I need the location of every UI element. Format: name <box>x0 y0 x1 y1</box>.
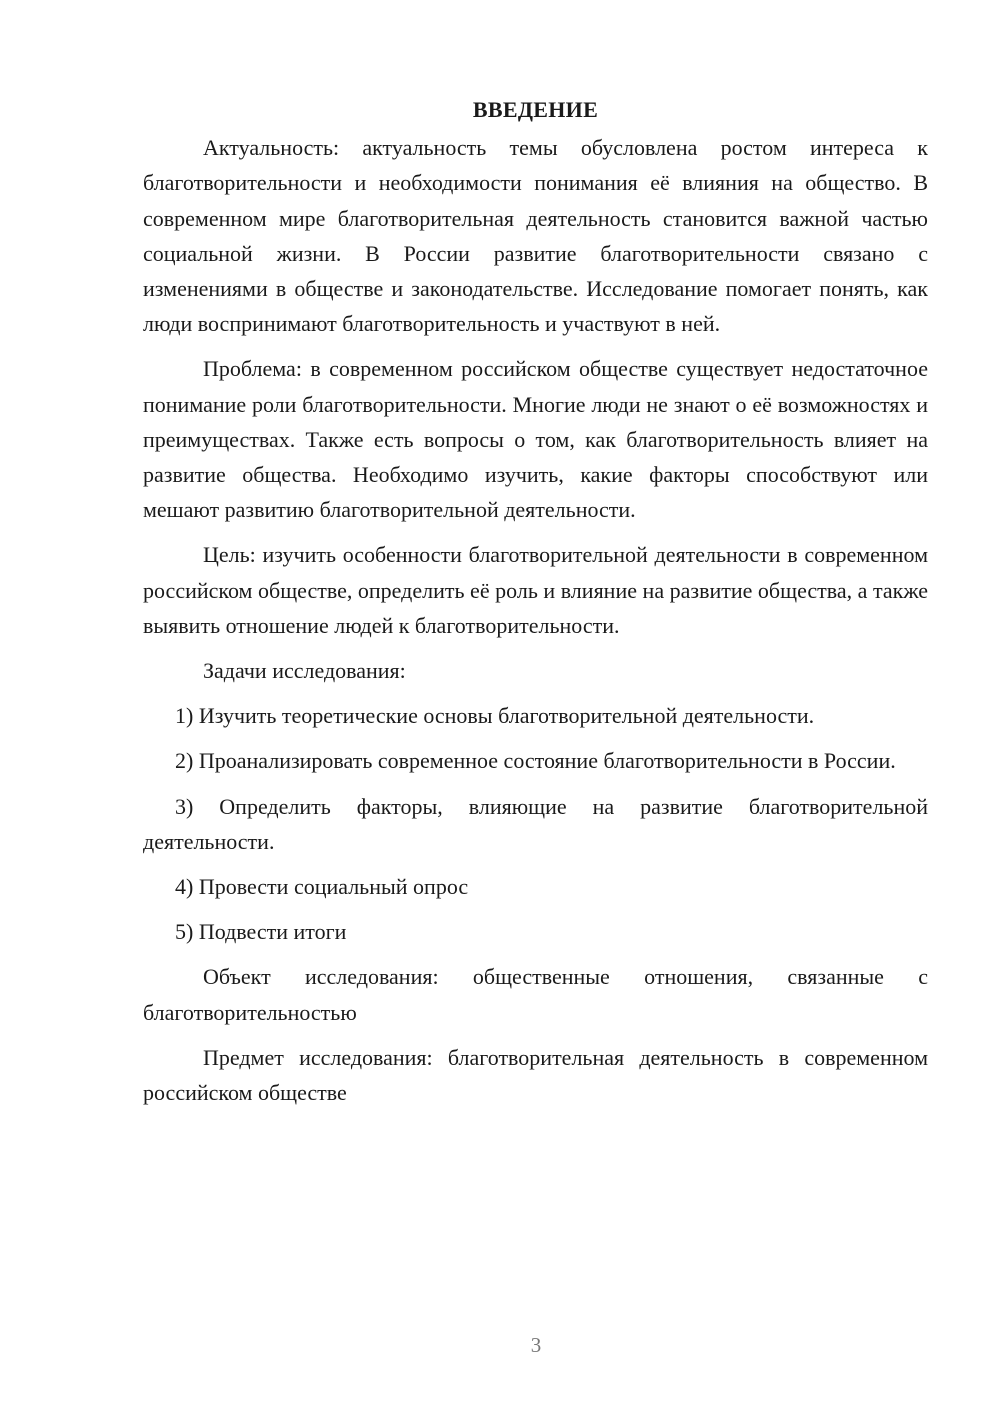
task-item: 2) Проанализировать современное состояние благотворительности в России. <box>175 748 896 774</box>
page-number: 3 <box>530 1333 542 1357</box>
problem-paragraph: Проблема: в современном российском обществе существует недостаточное понимание роли благотворительности. Многие люди не знают о её возможностях и преимуществах. Также есть вопросы о том, как благотворительность влияет на развитие общества. Необходимо изучить, какие факторы способствуют или мешают развитию благотворительной деятельности. <box>143 356 928 523</box>
relevance-paragraph: Актуальность: актуальность темы обусловлена ростом интереса к благотворительности и необходимости понимания её влияния на общество. В современном мире благотворительная деятельность становится важной частью социальной жизни. В России развитие благотворительности связано с изменениями в обществе и законодательстве. Исследование помогает понять, как люди воспринимают благотворительность и участвуют в ней. <box>143 135 928 337</box>
research-subject-paragraph: Предмет исследования: благотворительная деятельность в современном российском обществе <box>143 1044 928 1106</box>
research-object-paragraph: Объект исследования: общественные отношения, связанные с благотворительностью <box>143 964 928 1025</box>
document-page <box>143 92 928 1120</box>
section-title: ВВЕДЕНИЕ <box>472 97 599 122</box>
task-item: 4) Провести социальный опрос <box>175 874 469 900</box>
task-item: 3) Определить факторы, влияющие на развитие благотворительной деятельности. <box>143 793 928 854</box>
task-item: 1) Изучить теоретические основы благотворительной деятельности. <box>175 703 815 729</box>
task-item: 5) Подвести итоги <box>175 919 347 945</box>
goal-paragraph: Цель: изучить особенности благотворительной деятельности в современном российском обществе, определить её роль и влияние на развитие общества, а также выявить отношение людей к благотворительности. <box>143 542 928 638</box>
tasks-heading: Задачи исследования: <box>203 658 406 684</box>
